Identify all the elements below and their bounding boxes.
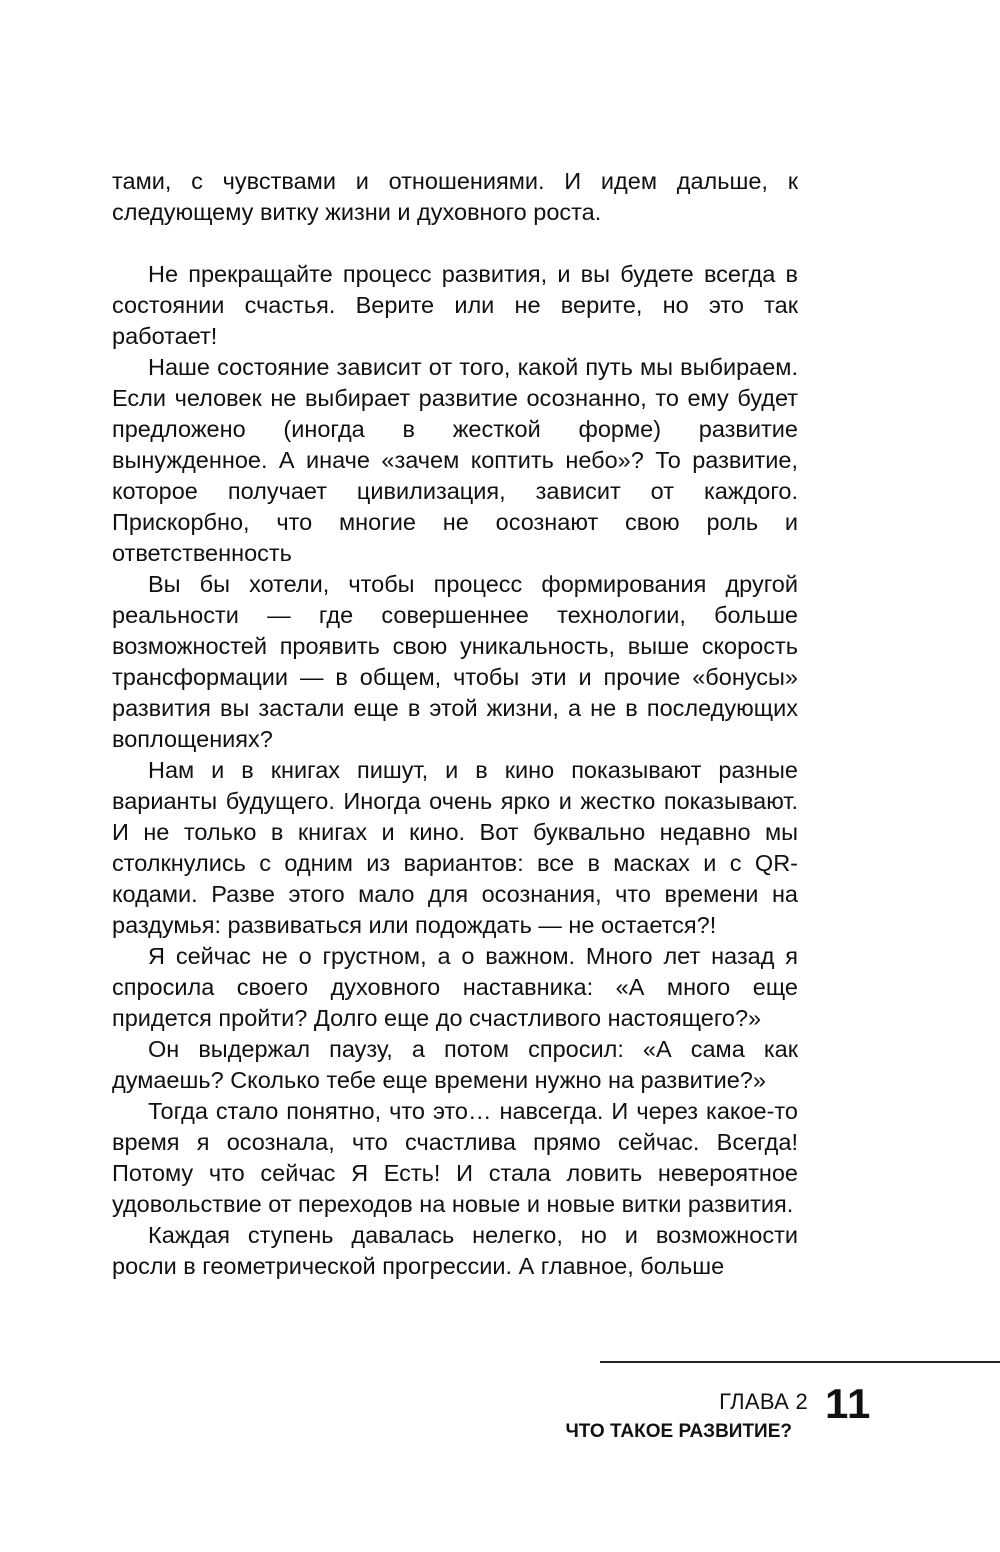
footer-divider [600, 1361, 1000, 1363]
chapter-title: ЧТО ТАКОЕ РАЗВИТИЕ? [565, 1421, 792, 1442]
paragraph: Тогда стало понятно, что это… навсегда. И через какое-то время я осознала, что счастлива прямо сейчас. Всегда! Потому что сейчас Я Есть! И стала ловить невероятное удовольствие от переходов на новые и новые витки развития. [112, 1098, 798, 1217]
page-body [112, 166, 798, 1282]
chapter-label: ГЛАВА 2 [719, 1389, 808, 1414]
paragraph: Не прекращайте процесс развития, и вы будете всегда в состоянии счастья. Верите или не верите, но это так работает! [112, 261, 798, 349]
paragraph: Я сейчас не о грустном, а о важном. Много лет назад я спросила своего духовного наставника: «А много еще придется пройти? Долго еще до счастливого настоящего?» [112, 943, 798, 1031]
paragraph: Нам и в книгах пишут, и в кино показывают разные варианты будущего. Иногда очень ярко и жестко показывают. И не только в книгах и кино. Вот буквально недавно мы столкнулись с одним из вариантов: все в масках и с QR-кодами. Разве этого мало для осознания, что времени на раздумья: развиваться или подождать — не остается?! [112, 757, 798, 938]
paragraph: Он выдержал паузу, а потом спросил: «А сама как думаешь? Сколько тебе еще времени нужно на развитие?» [112, 1036, 798, 1093]
paragraph: Наше состояние зависит от того, какой путь мы выбираем. Если человек не выбирает развитие осознанно, то ему будет предложено (иногда в жесткой форме) развитие вынужденное. А иначе «зачем коптить небо»? То развитие, которое получает цивилизация, зависит от каждого. Прискорбно, что многие не осознают свою роль и ответственность [112, 354, 798, 566]
page-number: 11 [825, 1380, 872, 1427]
paragraph: Вы бы хотели, чтобы процесс формирования другой реальности — где совершеннее технологии, больше возможностей проявить свою уникальность, выше скорость трансформации — в общем, чтобы эти и прочие «бонусы» развития вы застали еще в этой жизни, а не в последующих воплощениях? [112, 571, 798, 752]
paragraph-continuation: тами, с чувствами и отношениями. И идем дальше, к следующему витку жизни и духовного роста. [112, 168, 798, 225]
paragraph: Каждая ступень давалась нелегко, но и возможности росли в геометрической прогрессии. А главное, больше [112, 1222, 798, 1279]
